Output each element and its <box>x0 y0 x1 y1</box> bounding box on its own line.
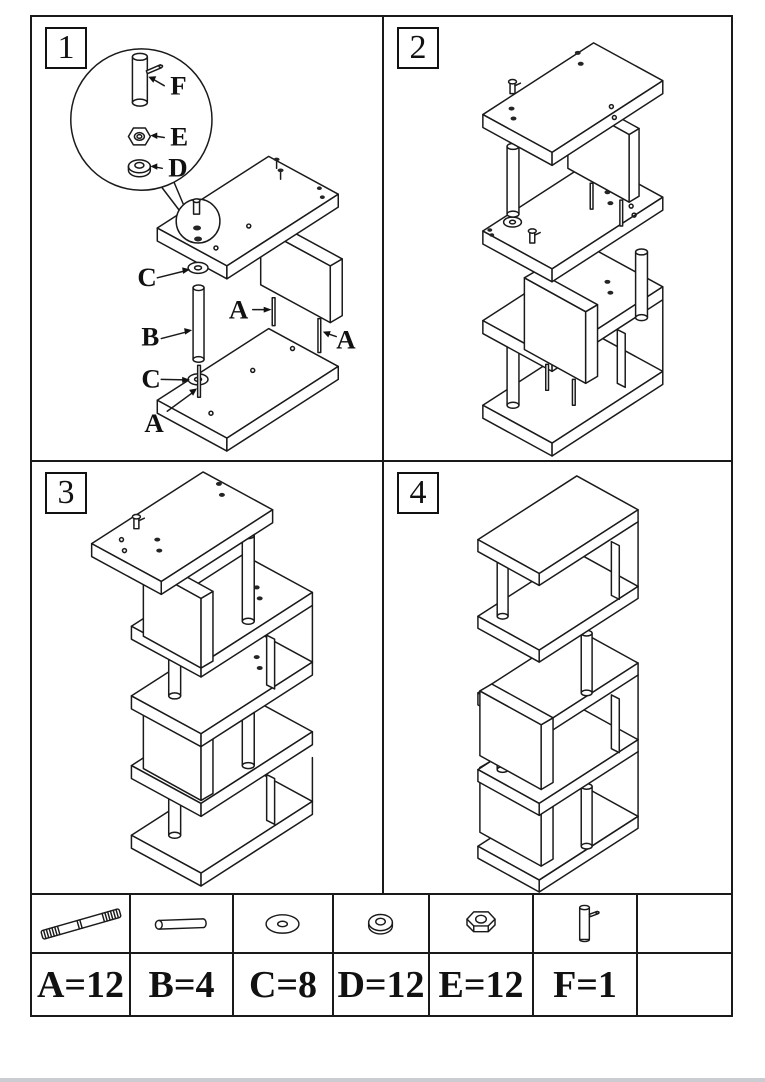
parts-table-icon-cell-b <box>131 895 232 952</box>
callout-b: B <box>141 321 160 352</box>
sheet-frame <box>30 15 733 1017</box>
grid-divider <box>32 460 731 462</box>
support-tube <box>636 249 648 321</box>
pin-wrench-icon <box>534 895 636 952</box>
step-1-drawing <box>32 17 382 460</box>
step-number: 3 <box>57 474 75 511</box>
side-panel <box>617 330 625 388</box>
part-count-text: D=12 <box>337 963 425 1006</box>
part-count-label-b <box>131 954 232 1015</box>
round-washer-icon <box>334 895 428 952</box>
parts-table-icon-cell-c <box>234 895 332 952</box>
scan-edge <box>0 1078 765 1082</box>
assembly-step-panel-3 <box>32 462 382 893</box>
support-tube <box>507 143 519 217</box>
part-count-label-f <box>534 954 636 1015</box>
bottom-shelf-panel <box>157 329 338 451</box>
part-count-text: A=12 <box>36 963 125 1006</box>
parts-table-icon-cell-e <box>430 895 532 952</box>
callout-a-bottom: A <box>144 408 164 439</box>
part-count-text: B=4 <box>148 963 215 1006</box>
part-count-label-blank <box>638 954 731 1015</box>
callout-a-right: A <box>336 324 356 355</box>
hex-nut-icon <box>430 895 532 952</box>
parts-table-icon-cell-f <box>534 895 636 952</box>
parts-table-icon-cell-a <box>32 895 129 952</box>
step-number: 1 <box>57 29 75 66</box>
detail-balloon <box>71 49 212 210</box>
side-panel <box>611 542 619 600</box>
hex-nut-part <box>128 128 150 145</box>
step-number-box-4 <box>397 472 439 514</box>
flat-washer-icon <box>234 895 332 952</box>
part-count-label-a <box>32 954 129 1015</box>
threaded-rod-icon <box>32 895 129 952</box>
detail-circle <box>176 199 220 243</box>
part-count-label-d <box>334 954 428 1015</box>
step-number-box-1 <box>45 27 87 69</box>
part-count-text: C=8 <box>248 963 318 1006</box>
threaded-rod <box>198 365 201 397</box>
side-panel <box>611 695 619 753</box>
parts-table-icon-cell-d <box>334 895 428 952</box>
step-number-box-2 <box>397 27 439 69</box>
part-count-text: E=12 <box>438 963 524 1006</box>
tube-spacer-icon <box>131 895 232 952</box>
grid-divider <box>382 17 384 893</box>
support-tube <box>581 784 592 849</box>
part-label-d: D <box>168 152 188 183</box>
callout-c-top: C <box>137 261 157 292</box>
assembly-step-panel-4 <box>384 462 731 893</box>
side-panel <box>267 635 275 689</box>
step-number-box-3 <box>45 472 87 514</box>
support-tube <box>193 285 204 362</box>
callout-c-bottom: C <box>141 363 161 394</box>
assembly-step-panel-2 <box>384 17 731 460</box>
step-2-drawing <box>384 17 731 460</box>
step-3-drawing <box>32 462 382 893</box>
part-label-f: F <box>170 70 187 101</box>
part-count-text: F=1 <box>553 963 617 1006</box>
flat-washer <box>188 262 208 273</box>
support-tube <box>581 630 592 695</box>
support-tube <box>242 533 254 625</box>
part-label-e: E <box>170 121 189 152</box>
parts-table-icon-cell-blank <box>638 895 731 952</box>
step-4-drawing <box>384 462 731 893</box>
assembly-step-panel-1 <box>32 17 382 460</box>
step-number: 4 <box>409 474 427 511</box>
callout-a-mid: A <box>228 294 249 325</box>
part-count-label-c <box>234 954 332 1015</box>
step-number: 2 <box>409 29 427 66</box>
part-count-label-e <box>430 954 532 1015</box>
side-panel <box>267 775 275 825</box>
